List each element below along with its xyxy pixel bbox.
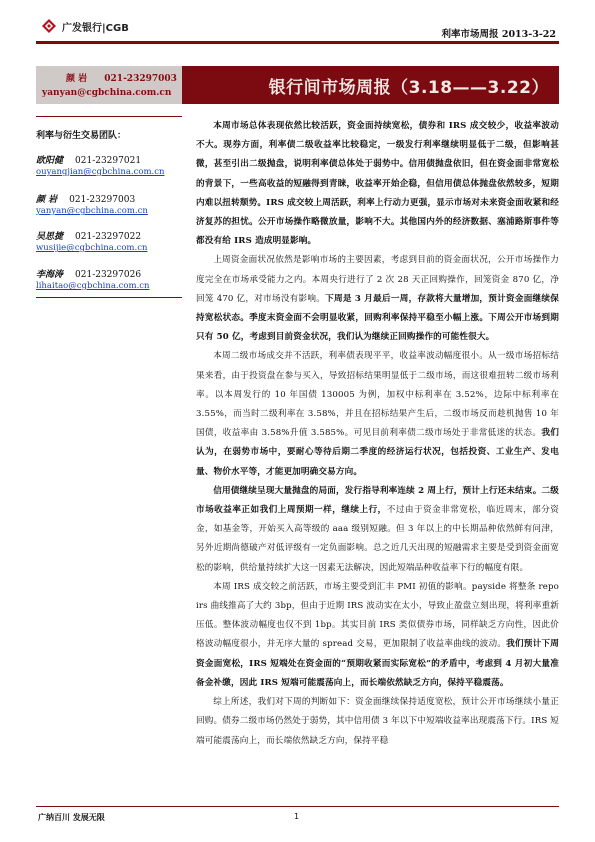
page-number: 1 xyxy=(294,812,300,821)
member-email[interactable]: wusijie@cgbchina.com.cn xyxy=(36,243,148,253)
bank-name: 广发银行 xyxy=(62,22,102,34)
member-email[interactable]: lihaitao@cgbchina.com.cn xyxy=(36,281,150,291)
sidebar-divider-bottom xyxy=(36,297,182,298)
footer-slogan: 广纳百川 发展无限 xyxy=(38,812,105,822)
report-title: 利率市场周报 2013-3-22 xyxy=(441,29,556,40)
paragraph: 本周市场总体表现依然比较活跃，资金面持续宽松，债券和 IRS 成交较少，收益率波动不大。现券方面，利率债二级收益率比较稳定，一级发行利率继续明显低于二级，但影响甚微，甚至引出二级抛盘，说明利率债总体处于弱势中。信用债抛盘依旧，但在资金面非常宽松的背景下，一些高收益的短融得到青睐，收益率开始企稳，但信用债总体抛盘依然较多，短期内难以扭转颓势。IRS 成交较上周活跃，利率上行动力更强，显示市场对未来资金面收紧和经济复苏的担忧。公开市场操作略微放量，影响不大。其他国内外的经济数据、塞浦路斯事件等都没有给 IRS 造成明显影响。 xyxy=(196,121,559,247)
team-title: 利率与衍生交易团队： xyxy=(36,131,127,141)
cgb-logo-icon xyxy=(40,17,58,35)
paragraph: 本周二级市场成交并不活跃，利率债表现平平，收益率波动幅度很小。从一级市场招标结果来看，由于投资盘在参与买入，导致招标结果明显低于二级市场，而这很难扭转二级市场利率。以本周发行的 10 年国债 130005 为例，加权中标利率在 3.52%，边际中标利率在 3.55%，而当时二级利率在 3.58%，并且在招标结果产生后，二级市场反而趁机抛售 10 年国债，收益率由 3.58%升值 3.585%。可见目前利率债二级市场处于非常低迷的状态。我们认为，在弱势市场中，要耐心等待后期二季度的经济运行状况，包括投资、工业生产、发电量、物价水平等，才能更加明确交易方向。 xyxy=(196,351,559,477)
sidebar-divider-top xyxy=(36,116,182,117)
author-phone: 021-23297003 xyxy=(104,74,177,84)
paragraph: 综上所述，我们对下周的判断如下：资金面继续保持适度宽松，预计公开市场继续小量正回购。债券二级市场仍然处于弱势，其中信用债 3 年以下中短端收益率出现震荡下行。IRS 短端可能震荡向上，而长端依然缺乏方向，保持平稳 xyxy=(196,697,559,746)
header-divider xyxy=(36,41,559,44)
member-name: 吴思捷 021-23297022 xyxy=(36,232,142,242)
author-name-line xyxy=(42,71,177,84)
author-email[interactable]: yanyan@cgbchina.com.cn xyxy=(42,88,172,98)
paragraph: 上周资金面状况依然是影响市场的主要因素，考虑到目前的资金面状况，公开市场操作力度完全在市场承受能力之内。本周央行进行了 2 次 28 天正回购操作，回笼资金 870 亿，净回笼 470 亿，对市场没有影响。下周是 3 月最后一周，存款将大量增加，预计资金面继续保持宽松状态。季度末资金面不会明显收紧，回购利率保持平稳至小幅上涨。下周公开市场到期只有 50 亿，考虑到目前资金状况，我们认为继续正回购操作的可能性很大。 xyxy=(196,255,559,343)
banner-title: 银行间市场周报（3.18——3.22） xyxy=(268,78,549,98)
paragraph: 信用债继续呈现大量抛盘的局面，发行指导利率连续 2 周上行，预计上行还未结束。二级市场收益率正如我们上周预期一样，继续上行，不过由于资金非常宽松，临近周末，部分资金，如基金等，开始买入高等级的 aaa 级别短融。但 3 年以上的中长期品种依然鲜有问津，另外近期尚德破产对低评级有一定负面影响。总之近几天出现的短融需求主要是受到资金面宽松的影响，供给量持续扩大这一因素无法解决，因此短端品种收益率下行的幅度有限。 xyxy=(196,485,559,573)
paragraph: 本周 IRS 成交较之前活跃，市场主要受到汇丰 PMI 初值的影响。payside 将整条 repo irs 曲线推高了大约 3bp，但由于近期 IRS 波动实在太小，导致止盈盘立刻出现，将利率重新压低。整体波动幅度也仅不到 1bp。其实目前 IRS 类似债券市场，同样缺乏方向性，因此价格波动幅度很小，并无序大量的 spread 交易，更加限制了收益率曲线的波动。我们预计下周资金面宽松，IRS 短端处在资金面的“预期收紧而实际宽松”的矛盾中，考虑到 4 月初大量准备金补缴，因此 IRS 短端可能震荡向上，而长端依然缺乏方向，保持平稳震荡。 xyxy=(196,581,559,688)
footer-divider xyxy=(36,806,559,807)
bank-logo: 广发银行|CGB xyxy=(40,16,129,36)
author-name: 颜 岩 xyxy=(66,74,88,84)
member-name: 李海涛 021-23297026 xyxy=(36,270,142,280)
member-phone: 021-23297022 xyxy=(75,232,142,242)
title-banner xyxy=(182,66,559,104)
member-phone: 021-23297021 xyxy=(75,156,142,166)
bank-code: CGB xyxy=(105,22,129,34)
report-body xyxy=(196,117,559,799)
member-phone: 021-23297026 xyxy=(75,270,142,280)
member-name: 颜 岩 021-23297003 xyxy=(36,195,136,205)
member-name: 欧阳健 021-23297021 xyxy=(36,156,142,166)
member-email[interactable]: yanyan@cgbchina.com.cn xyxy=(36,206,148,216)
member-email[interactable]: ouyangjian@cgbchina.com.cn xyxy=(36,167,165,177)
member-phone: 021-23297003 xyxy=(69,195,136,205)
